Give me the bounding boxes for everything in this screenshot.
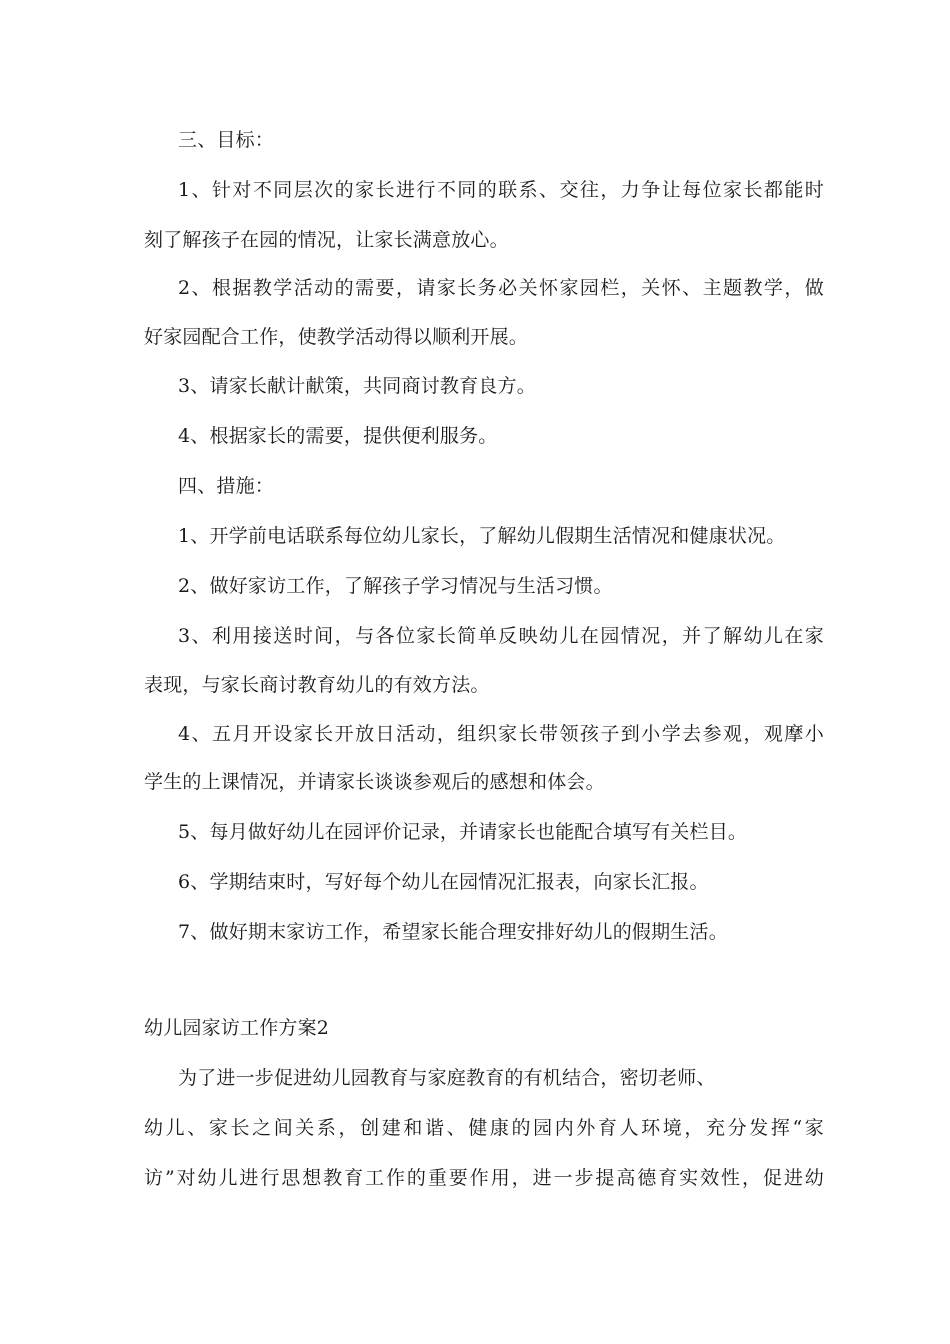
paragraph-line: 好家园配合工作，使教学活动得以顺利开展。 <box>144 326 529 348</box>
paragraph-line: 访”对幼儿进行思想教育工作的重要作用，进一步提高德育实效性，促进幼 <box>144 1167 824 1189</box>
paragraph-line: 2、做好家访工作，了解孩子学习情况与生活习惯。 <box>178 575 613 597</box>
paragraph-line: 4、五月开设家长开放日活动，组织家长带领孩子到小学去参观，观摩小 <box>178 723 824 745</box>
section-heading-measures: 四、措施： <box>178 475 275 497</box>
paragraph-line: 表现，与家长商讨教育幼儿的有效方法。 <box>144 674 490 696</box>
paragraph-line: 2、根据教学活动的需要，请家长务必关怀家园栏，关怀、主题教学，做 <box>178 277 824 299</box>
paragraph-line: 7、做好期末家访工作，希望家长能合理安排好幼儿的假期生活。 <box>178 921 728 943</box>
paragraph-line: 1、开学前电话联系每位幼儿家长，了解幼儿假期生活情况和健康状况。 <box>178 525 786 547</box>
paragraph-line: 4、根据家长的需要，提供便利服务。 <box>178 425 498 447</box>
paragraph-line: 学生的上课情况，并请家长谈谈参观后的感想和体会。 <box>144 771 605 793</box>
paragraph-line: 幼儿、家长之间关系，创建和谐、健康的园内外育人环境，充分发挥“家 <box>144 1117 824 1139</box>
section-heading-goals: 三、目标： <box>178 129 275 151</box>
paragraph-line: 5、每月做好幼儿在园评价记录，并请家长也能配合填写有关栏目。 <box>178 821 748 843</box>
paragraph-line: 6、学期结束时，写好每个幼儿在园情况汇报表，向家长汇报。 <box>178 871 709 893</box>
paragraph-line: 1、针对不同层次的家长进行不同的联系、交往，力争让每位家长都能时 <box>178 179 824 201</box>
document-title: 幼儿园家访工作方案2 <box>144 1017 330 1039</box>
paragraph-line: 3、请家长献计献策，共同商讨教育良方。 <box>178 375 536 397</box>
paragraph-line: 为了进一步促进幼儿园教育与家庭教育的有机结合，密切老师、 <box>178 1067 716 1089</box>
paragraph-line: 刻了解孩子在园的情况，让家长满意放心。 <box>144 229 509 251</box>
paragraph-line: 3、利用接送时间，与各位家长简单反映幼儿在园情况，并了解幼儿在家 <box>178 625 824 647</box>
